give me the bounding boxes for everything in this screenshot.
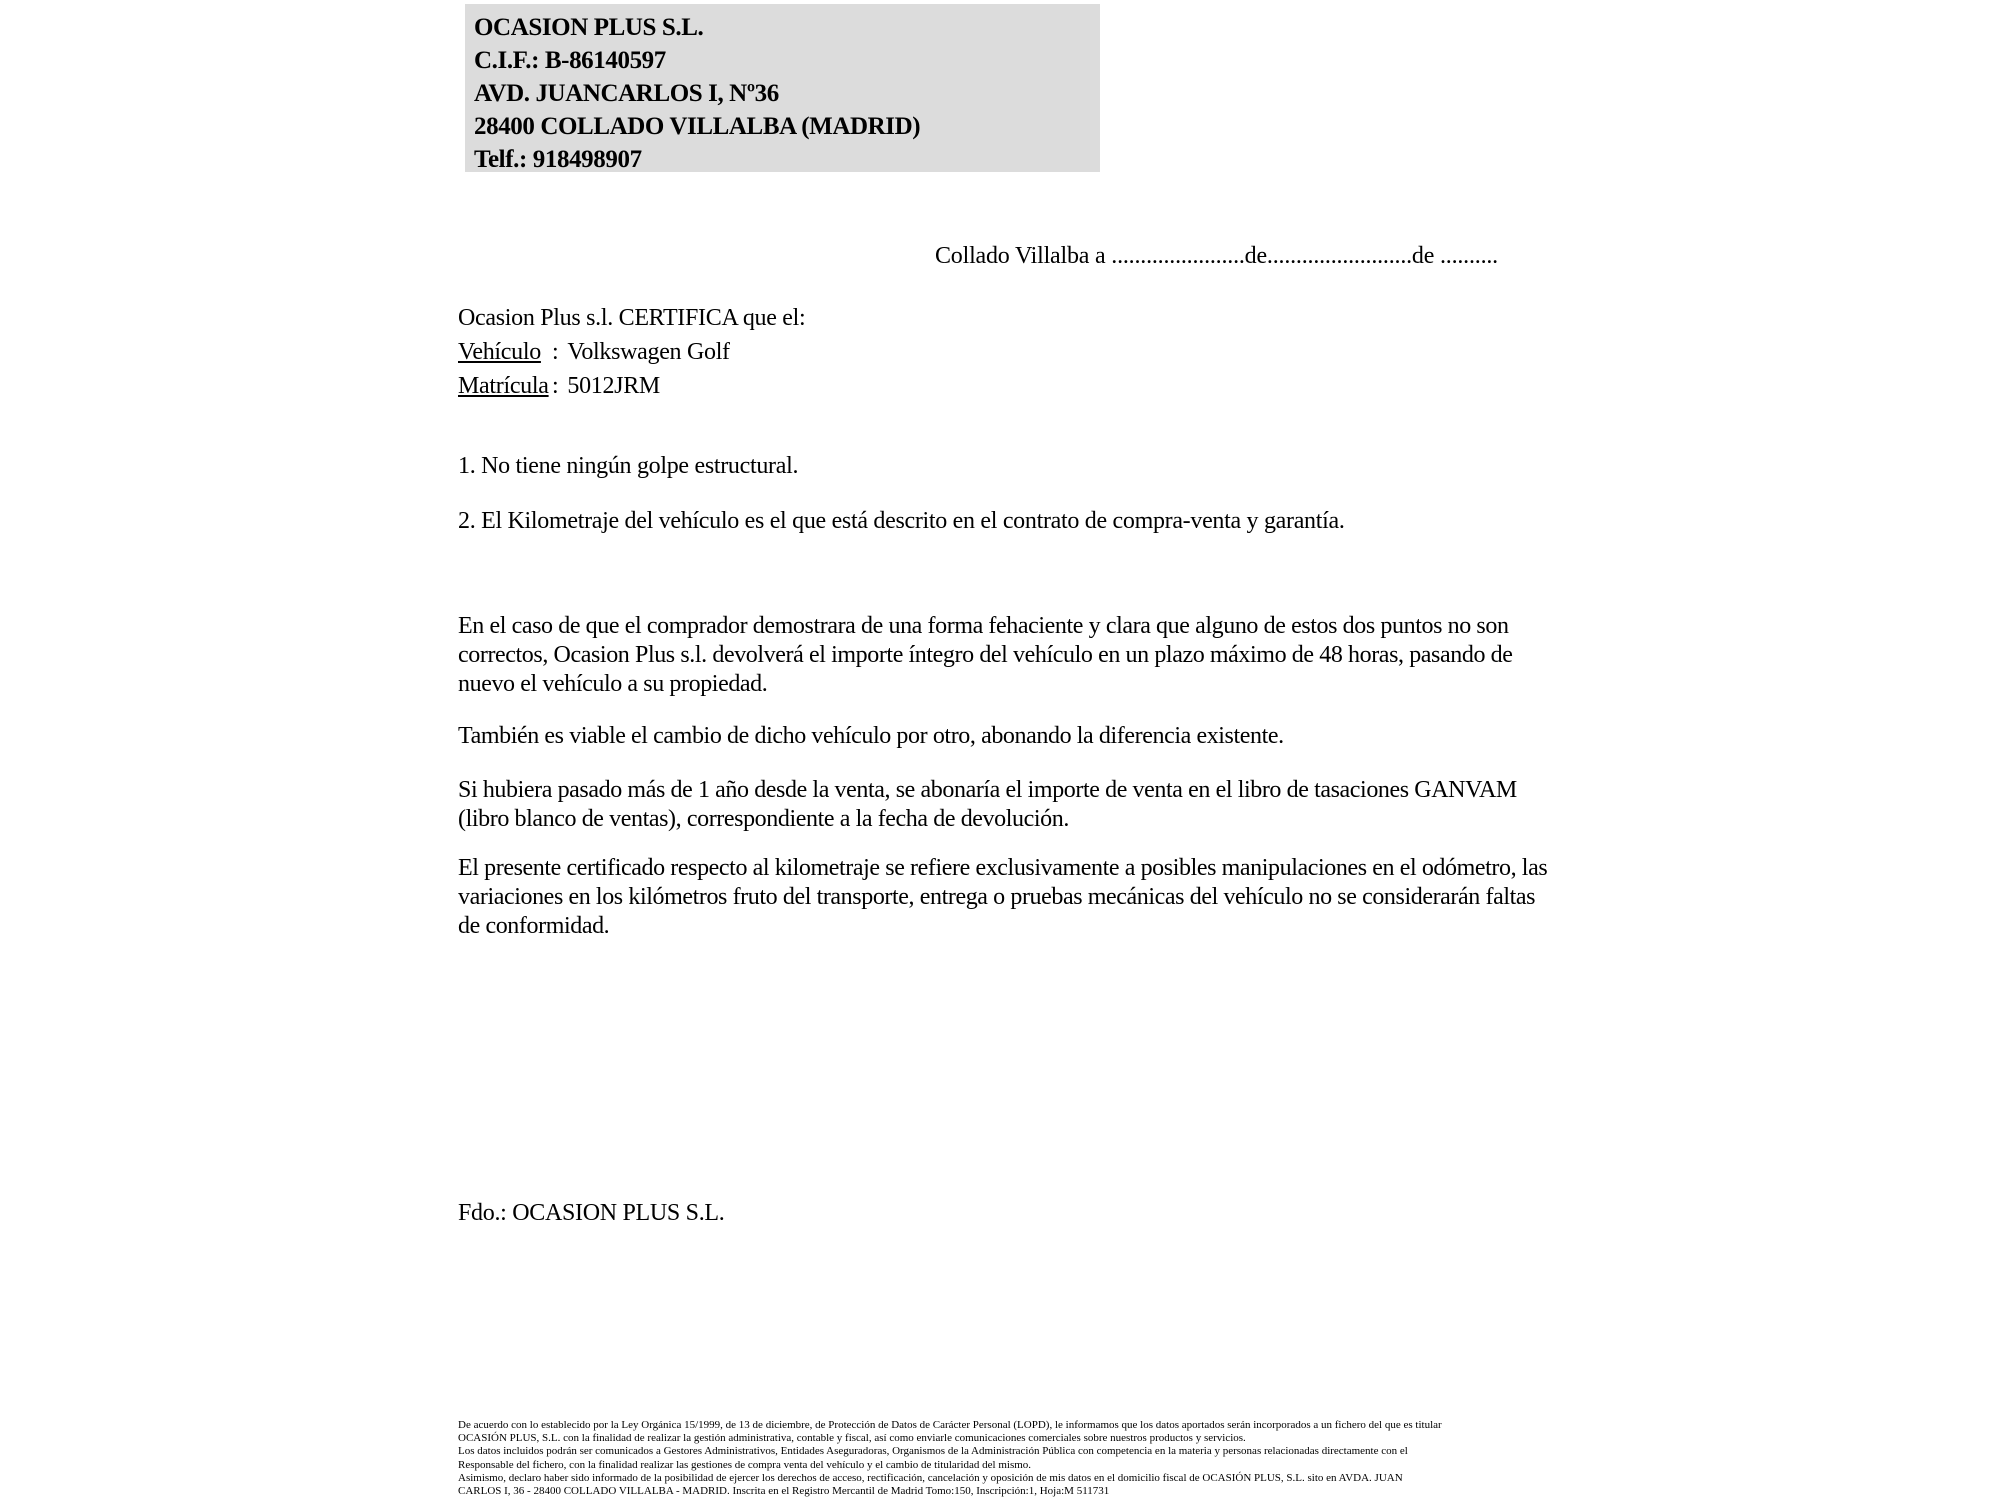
odometer-disclaimer-paragraph: El presente certificado respecto al kilometraje se refiere exclusivamente a posibles manipulaciones en el odómetro, las variaciones en los kilómetros fruto del transporte, entrega o pruebas mecánicas del vehículo no se considerarán faltas de conformidad. xyxy=(458,855,1548,939)
vehicle-value: Volkswagen Golf xyxy=(567,339,730,365)
plate-label: Matrícula xyxy=(458,373,549,399)
ganvam-paragraph: Si hubiera pasado más de 1 año desde la venta, se abonaría el importe de venta en el libro de tasaciones GANVAM (libro blanco de ventas), correspondiente a la fecha de devolución. xyxy=(458,777,1517,832)
signature-line: Fdo.: OCASION PLUS S.L. xyxy=(458,1200,725,1226)
plate-field xyxy=(458,369,805,403)
numbered-point-1: 1. No tiene ningún golpe estructural. xyxy=(458,453,799,479)
footer-line-5: Asimismo, declaro haber sido informado de la posibilidad de ejercer los derechos de acceso, rectificación, cancelación y oposición de mis datos en el domicilio fiscal de OCASIÓN PLUS, S.L. sito en AVDA. JUAN xyxy=(458,1471,1403,1484)
vehicle-field xyxy=(458,335,805,369)
exchange-paragraph: También es viable el cambio de dicho vehículo por otro, abonando la diferencia existente. xyxy=(458,723,1284,749)
plate-separator: : xyxy=(552,373,559,399)
company-header-box xyxy=(465,4,1100,172)
footer-line-6: CARLOS I, 36 - 28400 COLLADO VILLALBA - MADRID. Inscrita en el Registro Mercantil de Madrid Tomo:150, Inscripción:1, Hoja:M 511731 xyxy=(458,1485,1110,1498)
vehicle-label: Vehículo xyxy=(458,339,541,365)
certification-block xyxy=(458,301,805,403)
company-phone: Telf.: 918498907 xyxy=(474,146,642,173)
vehicle-separator: : xyxy=(552,339,559,365)
refund-paragraph: En el caso de que el comprador demostrara de una forma fehaciente y clara que alguno de estos dos puntos no son correctos, Ocasion Plus s.l. devolverá el importe íntegro del vehículo en un plazo máximo de 48 horas, pasando de nuevo el vehículo a su propiedad. xyxy=(458,613,1513,697)
footer-line-1: De acuerdo con lo establecido por la Ley Orgánica 15/1999, de 13 de diciembre, de Protección de Datos de Carácter Personal (LOPD), le informamos que los datos aportados serán incorporados a un fichero del que es titular xyxy=(458,1419,1442,1431)
certification-intro: Ocasion Plus s.l. CERTIFICA que el: xyxy=(458,305,806,331)
footer-line-3: Los datos incluidos podrán ser comunicados a Gestores Administrativos, Entidades Aseguradoras, Organismos de la Administración Pública con competencia en la materia y personas relacionadas directamente con el xyxy=(458,1445,1408,1458)
legal-footer xyxy=(458,1419,1568,1498)
company-city: 28400 COLLADO VILLALBA (MADRID) xyxy=(474,113,921,140)
company-address: AVD. JUANCARLOS I, Nº36 xyxy=(474,80,779,107)
date-fill-in-line: Collado Villalba a .......................de.........................de .......... xyxy=(935,243,1498,269)
company-cif: C.I.F.: B-86140597 xyxy=(474,47,666,74)
company-name: OCASION PLUS S.L. xyxy=(474,14,704,41)
footer-line-4: Responsable del fichero, con la finalidad realizar las gestiones de compra venta del vehículo y el cambio de titularidad del mismo. xyxy=(458,1458,1032,1471)
numbered-point-2: 2. El Kilometraje del vehículo es el que está descrito en el contrato de compra-venta y garantía. xyxy=(458,508,1345,534)
plate-value: 5012JRM xyxy=(567,373,660,399)
footer-line-2: OCASIÓN PLUS, S.L. con la finalidad de realizar la gestión administrativa, contable y fiscal, así como enviarle comunicaciones comerciales sobre nuestros productos y servicios. xyxy=(458,1432,1246,1445)
